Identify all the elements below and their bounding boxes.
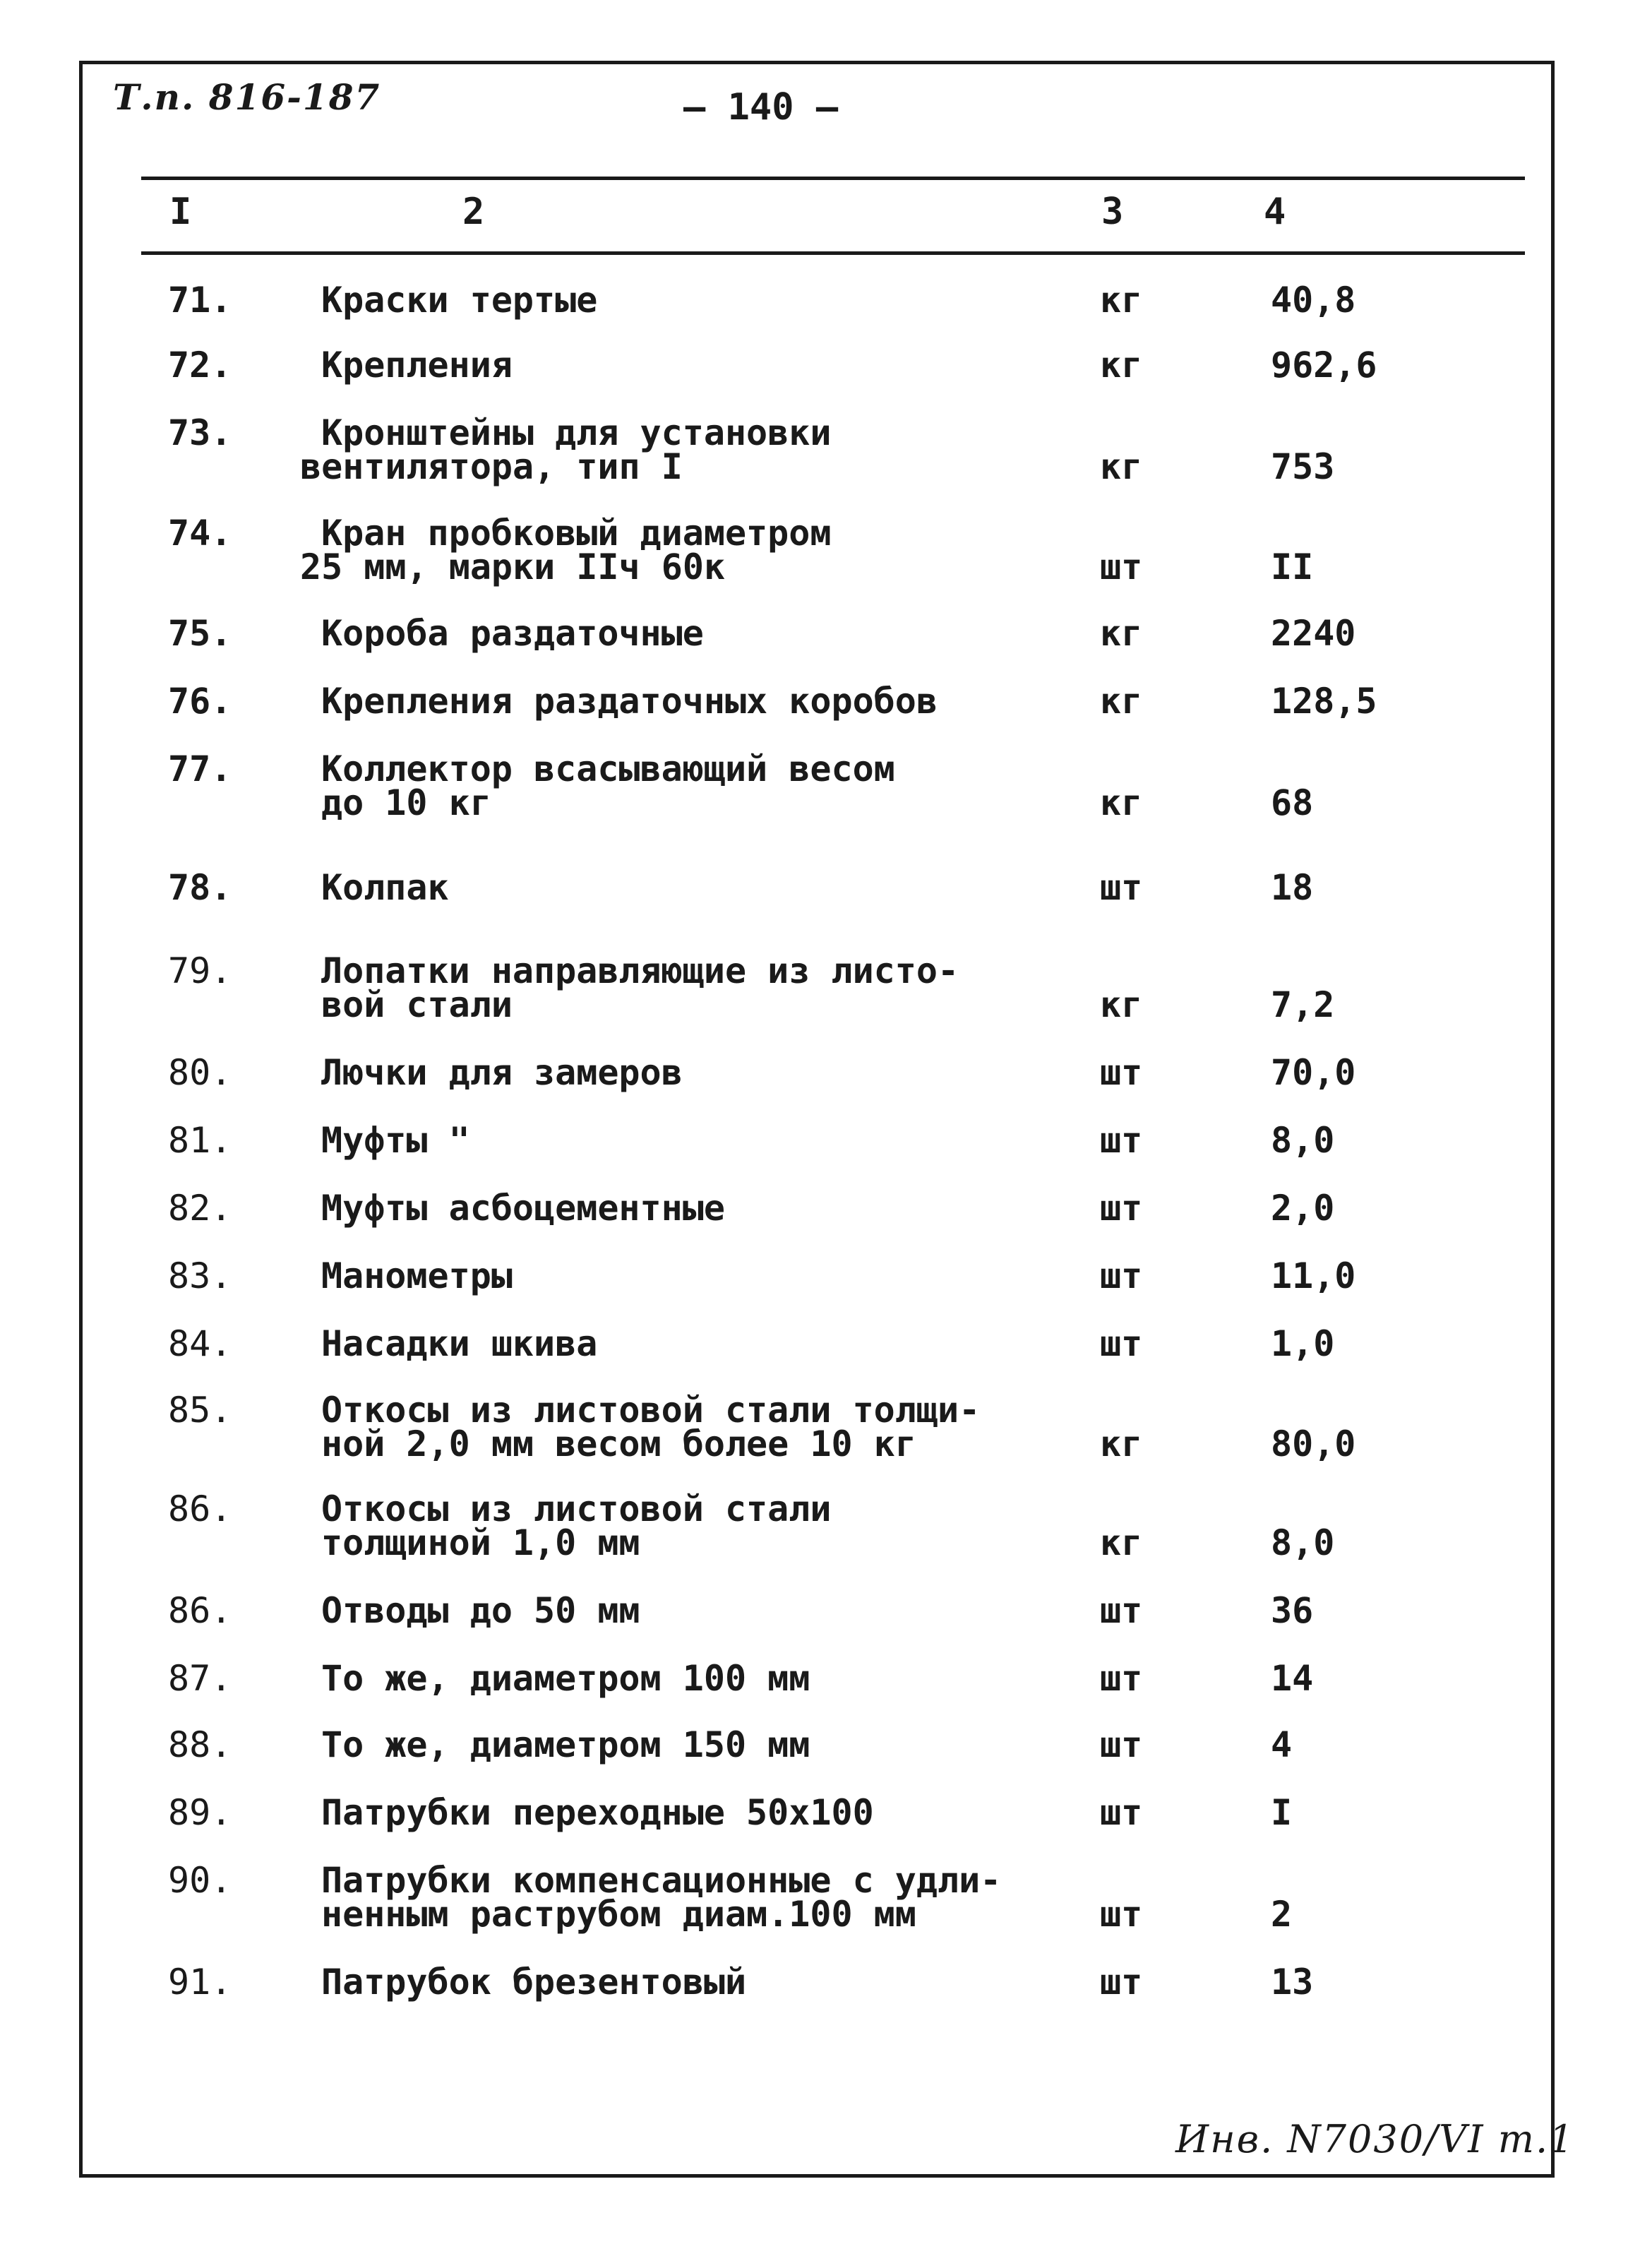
item-name-line: То же, диаметром 150 мм <box>321 1724 810 1765</box>
row-number: 83. <box>168 1255 232 1296</box>
column-header-4: 4 <box>1264 191 1286 233</box>
unit-of-measure: шт <box>1100 1962 1143 2003</box>
unit-of-measure: шт <box>1100 1188 1143 1229</box>
item-name-line: Отводы до 50 мм <box>321 1590 640 1631</box>
quantity: 40,8 <box>1271 280 1356 321</box>
quantity: I <box>1271 1792 1293 1833</box>
table-top-rule <box>141 177 1525 180</box>
item-name-line: Откосы из листовой стали толщи- <box>321 1390 981 1431</box>
row-number: 84. <box>168 1323 232 1364</box>
item-name-line: Откосы из листовой стали <box>321 1488 832 1529</box>
row-number: 81. <box>168 1120 232 1161</box>
quantity: II <box>1271 547 1314 587</box>
quantity: 68 <box>1271 782 1314 823</box>
row-number: 80. <box>168 1052 232 1093</box>
item-name-line: Коллектор всасывающий весом <box>321 748 895 789</box>
unit-of-measure: кг <box>1100 280 1143 321</box>
row-number: 87. <box>168 1658 232 1699</box>
unit-of-measure: кг <box>1100 446 1143 487</box>
unit-of-measure: шт <box>1100 1323 1143 1364</box>
item-name-line: Муфты " <box>321 1120 470 1161</box>
item-name-line: Муфты асбоцементные <box>321 1188 725 1229</box>
row-number: 86. <box>168 1590 232 1631</box>
item-name-line: толщиной 1,0 мм <box>321 1522 640 1563</box>
quantity: 1,0 <box>1271 1323 1335 1364</box>
column-header-2: 2 <box>462 191 485 233</box>
quantity: 8,0 <box>1271 1522 1335 1563</box>
unit-of-measure: кг <box>1100 1424 1143 1464</box>
row-number: 74. <box>168 513 232 554</box>
item-name-line: Короба раздаточные <box>321 613 704 654</box>
row-number: 79. <box>168 950 232 991</box>
page-number: – 140 – <box>683 86 839 129</box>
document-code: Т.п. 816-187 <box>113 76 381 118</box>
quantity: 13 <box>1271 1962 1314 2003</box>
quantity: 70,0 <box>1271 1052 1356 1093</box>
item-name-line: ной 2,0 мм весом более 10 кг <box>321 1424 916 1464</box>
item-name-line: Патрубки компенсационные с удли- <box>321 1860 1002 1901</box>
unit-of-measure: шт <box>1100 1052 1143 1093</box>
item-name-line: Патрубки переходные 50х100 <box>321 1792 874 1833</box>
row-number: 90. <box>168 1860 232 1901</box>
row-number: 78. <box>168 867 232 908</box>
item-name-line: Кронштейны для установки <box>321 412 832 453</box>
table-header-rule <box>141 251 1525 255</box>
row-number: 86. <box>168 1488 232 1529</box>
row-number: 89. <box>168 1792 232 1833</box>
row-number: 82. <box>168 1188 232 1229</box>
item-name-line: Лопатки направляющие из листо- <box>321 950 959 991</box>
row-number: 85. <box>168 1390 232 1431</box>
row-number: 71. <box>168 280 232 321</box>
item-name-line: Краски тертые <box>321 280 598 321</box>
quantity: 962,6 <box>1271 345 1377 386</box>
unit-of-measure: шт <box>1100 1120 1143 1161</box>
unit-of-measure: шт <box>1100 867 1143 908</box>
item-name-line: Насадки шкива <box>321 1323 598 1364</box>
row-number: 73. <box>168 412 232 453</box>
item-name-line: Манометры <box>321 1255 513 1296</box>
quantity: 36 <box>1271 1590 1314 1631</box>
quantity: 80,0 <box>1271 1424 1356 1464</box>
quantity: 128,5 <box>1271 681 1377 722</box>
unit-of-measure: кг <box>1100 984 1143 1025</box>
unit-of-measure: шт <box>1100 1590 1143 1631</box>
item-name-line: Патрубок брезентовый <box>321 1962 747 2003</box>
unit-of-measure: кг <box>1100 1522 1143 1563</box>
item-name-line: Колпак <box>321 867 449 908</box>
row-number: 72. <box>168 345 232 386</box>
quantity: 11,0 <box>1271 1255 1356 1296</box>
quantity: 2 <box>1271 1894 1293 1935</box>
item-name-line: Лючки для замеров <box>321 1052 683 1093</box>
quantity: 2240 <box>1271 613 1356 654</box>
row-number: 77. <box>168 748 232 789</box>
item-name-line: То же, диаметром 100 мм <box>321 1658 810 1699</box>
unit-of-measure: кг <box>1100 782 1143 823</box>
item-name-line: 25 мм, марки IIч 60к <box>300 547 726 587</box>
quantity: 2,0 <box>1271 1188 1335 1229</box>
item-name-line: вентилятора, тип I <box>300 446 683 487</box>
quantity: 4 <box>1271 1724 1293 1765</box>
item-name-line: Крепления раздаточных коробов <box>321 681 938 722</box>
unit-of-measure: шт <box>1100 1894 1143 1935</box>
quantity: 753 <box>1271 446 1335 487</box>
unit-of-measure: кг <box>1100 681 1143 722</box>
row-number: 91. <box>168 1962 232 2003</box>
unit-of-measure: кг <box>1100 613 1143 654</box>
row-number: 75. <box>168 613 232 654</box>
unit-of-measure: шт <box>1100 1724 1143 1765</box>
unit-of-measure: кг <box>1100 345 1143 386</box>
item-name-line: ненным раструбом диам.100 мм <box>321 1894 916 1935</box>
unit-of-measure: шт <box>1100 1792 1143 1833</box>
row-number: 88. <box>168 1724 232 1765</box>
unit-of-measure: шт <box>1100 1658 1143 1699</box>
quantity: 7,2 <box>1271 984 1335 1025</box>
column-header-3: 3 <box>1101 191 1124 233</box>
quantity: 18 <box>1271 867 1314 908</box>
quantity: 14 <box>1271 1658 1314 1699</box>
item-name-line: до 10 кг <box>321 782 491 823</box>
item-name-line: вой стали <box>321 984 513 1025</box>
item-name-line: Кран пробковый диаметром <box>321 513 832 554</box>
item-name-line: Крепления <box>321 345 513 386</box>
quantity: 8,0 <box>1271 1120 1335 1161</box>
unit-of-measure: шт <box>1100 547 1143 587</box>
unit-of-measure: шт <box>1100 1255 1143 1296</box>
inventory-number: Инв. N7030/VI т.1 <box>1175 2117 1575 2161</box>
row-number: 76. <box>168 681 232 722</box>
column-header-1: I <box>169 191 192 233</box>
